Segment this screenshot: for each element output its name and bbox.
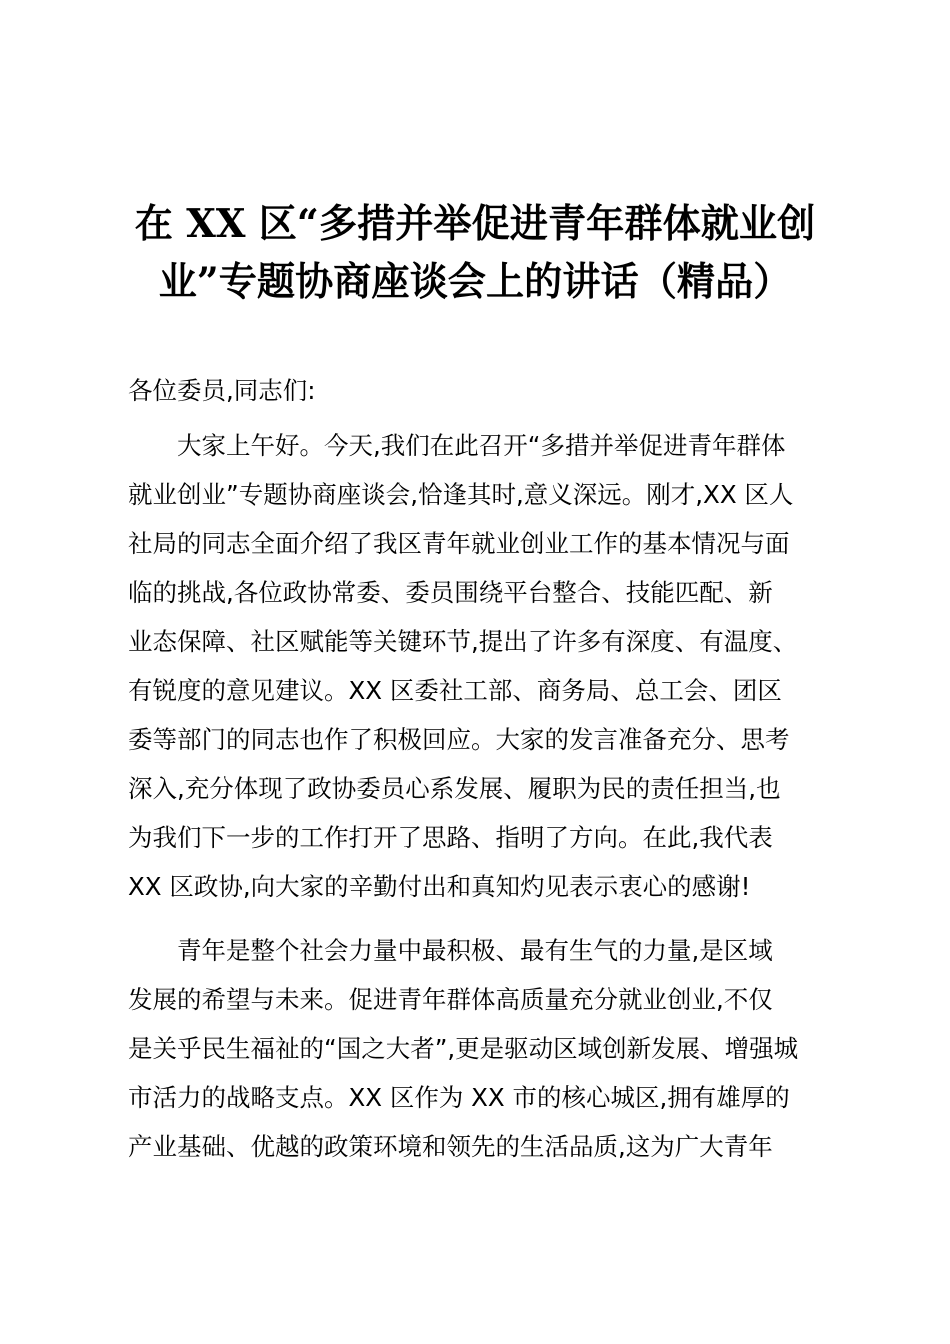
text-line: 发展的希望与未来。促进青年群体高质量充分就业创业,不仅 — [128, 985, 773, 1014]
text-line: 市活力的战略支点。XX 区作为 XX 市的核心城区,拥有雄厚的 — [128, 1083, 790, 1112]
text-line: 青年是整个社会力量中最积极、最有生气的力量,是区域 — [177, 936, 773, 965]
text-line: 大家上午好。今天,我们在此召开“多措并举促进青年群体 — [177, 431, 786, 460]
title-line: 业”专题协商座谈会上的讲话（精品） — [158, 259, 792, 305]
title-line: 在 XX 区“多措并举促进青年群体就业创 — [134, 201, 816, 247]
text-line: 业态保障、社区赋能等关键环节,提出了许多有深度、有温度、 — [128, 627, 798, 656]
text-line: 社局的同志全面介绍了我区青年就业创业工作的基本情况与面 — [128, 529, 790, 558]
text-line: XX 区政协,向大家的辛勤付出和真知灼见表示衷心的感谢! — [128, 872, 751, 901]
text-line: 临的挑战,各位政协常委、委员围绕平台整合、技能匹配、新 — [128, 578, 773, 607]
salutation: 各位委员,同志们: — [128, 376, 316, 405]
text-line: 为我们下一步的工作打开了思路、指明了方向。在此,我代表 — [128, 823, 773, 852]
paragraph-1 — [128, 421, 828, 911]
paragraph-2 — [128, 926, 828, 1171]
text-line: 深入,充分体现了政协委员心系发展、履职为民的责任担当,也 — [128, 774, 781, 803]
text-line: 是关乎民生福祉的“国之大者”,更是驱动区域创新发展、增强城 — [128, 1034, 799, 1063]
document-title — [0, 195, 950, 311]
text-line: 委等部门的同志也作了积极回应。大家的发言准备充分、思考 — [128, 725, 790, 754]
text-line: 就业创业”专题协商座谈会,恰逢其时,意义深远。刚才,XX 区人 — [128, 480, 794, 509]
text-line: 产业基础、优越的政策环境和领先的生活品质,这为广大青年 — [128, 1132, 773, 1161]
text-line: 有锐度的意见建议。XX 区委社工部、商务局、总工会、团区 — [128, 676, 782, 705]
